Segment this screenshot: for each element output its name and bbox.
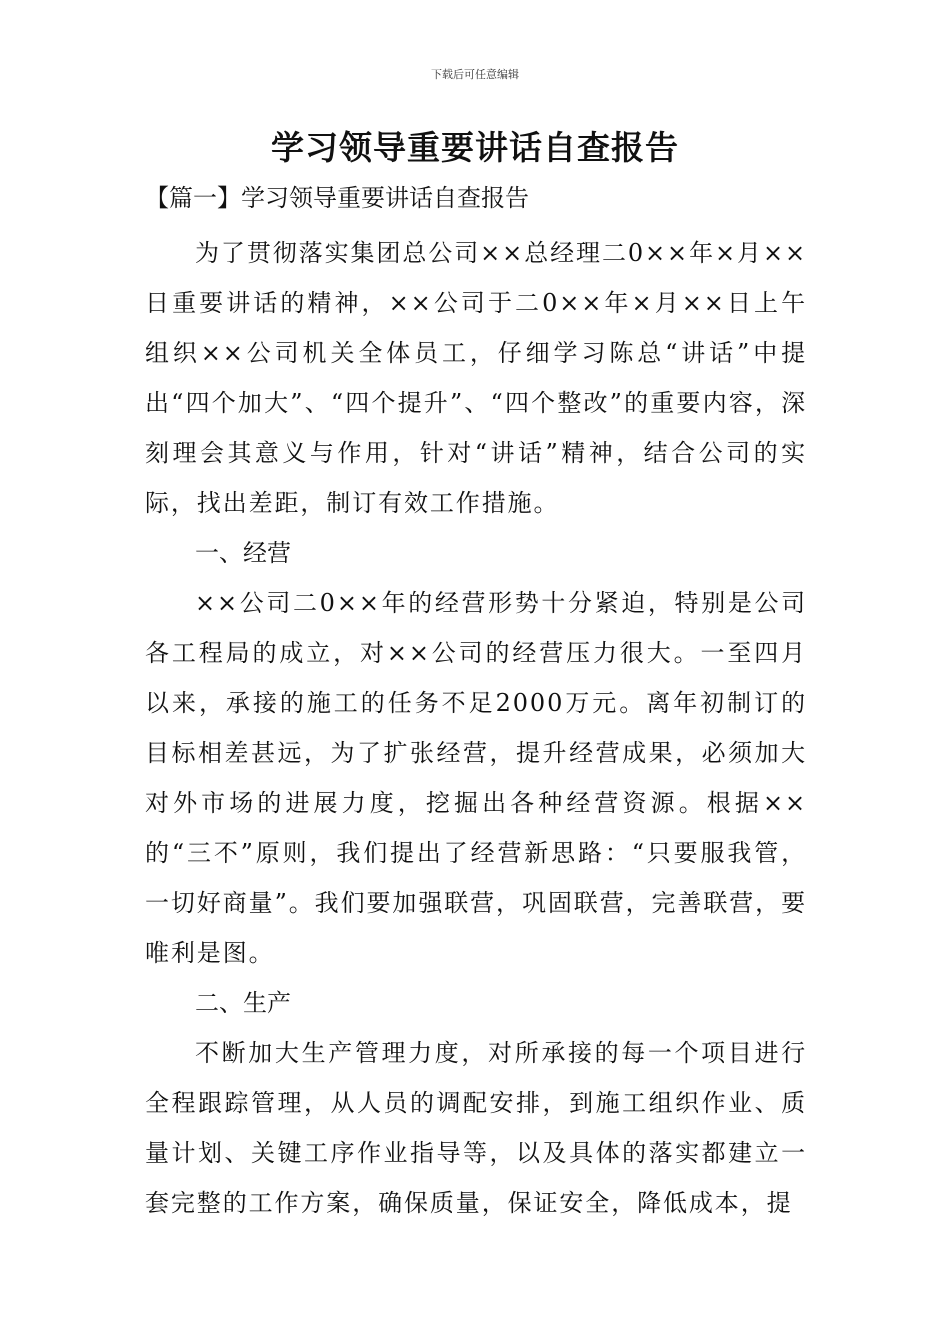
paragraph-production: 不断加大生产管理力度，对所承接的每一个项目进行全程跟踪管理，从人员的调配安排，到施工组织作业、质量计划、关键工序作业指导等，以及具体的落实都建立一套完整的工作方案，确保质量，保证安全，降低成本，提	[145, 1039, 807, 1217]
document-title: 学习领导重要讲话自查报告	[271, 128, 679, 167]
paragraph-intro: 为了贯彻落实集团总公司××总经理二0××年×月××日重要讲话的精神，××公司于二0××年×月××日上午组织××公司机关全体员工，仔细学习陈总“讲话”中提出“四个加大”、“四个提升”、“四个整改”的重要内容，深刻理会其意义与作用，针对“讲话”精神，结合公司的实际，找出差距，制订有效工作措施。	[145, 239, 807, 517]
header-note: 下载后可任意编辑	[431, 68, 519, 81]
document-body	[145, 228, 807, 1228]
paragraph-operations: ××公司二0××年的经营形势十分紧迫，特别是公司各工程局的成立，对××公司的经营压力很大。一至四月以来，承接的施工的任务不足2000万元。离年初制订的目标相差甚远，为了扩张经营，提升经营成果，必须加大对外市场的进展力度，挖掘出各种经营资源。根据××的“三不”原则，我们提出了经营新思路：“只要服我管，一切好商量”。我们要加强联营，巩固联营，完善联营，要唯利是图。	[145, 589, 807, 967]
heading-production: 二、生产	[195, 989, 291, 1017]
section-subtitle: 【篇一】学习领导重要讲话自查报告	[145, 184, 529, 212]
heading-operations: 一、经营	[195, 539, 291, 567]
